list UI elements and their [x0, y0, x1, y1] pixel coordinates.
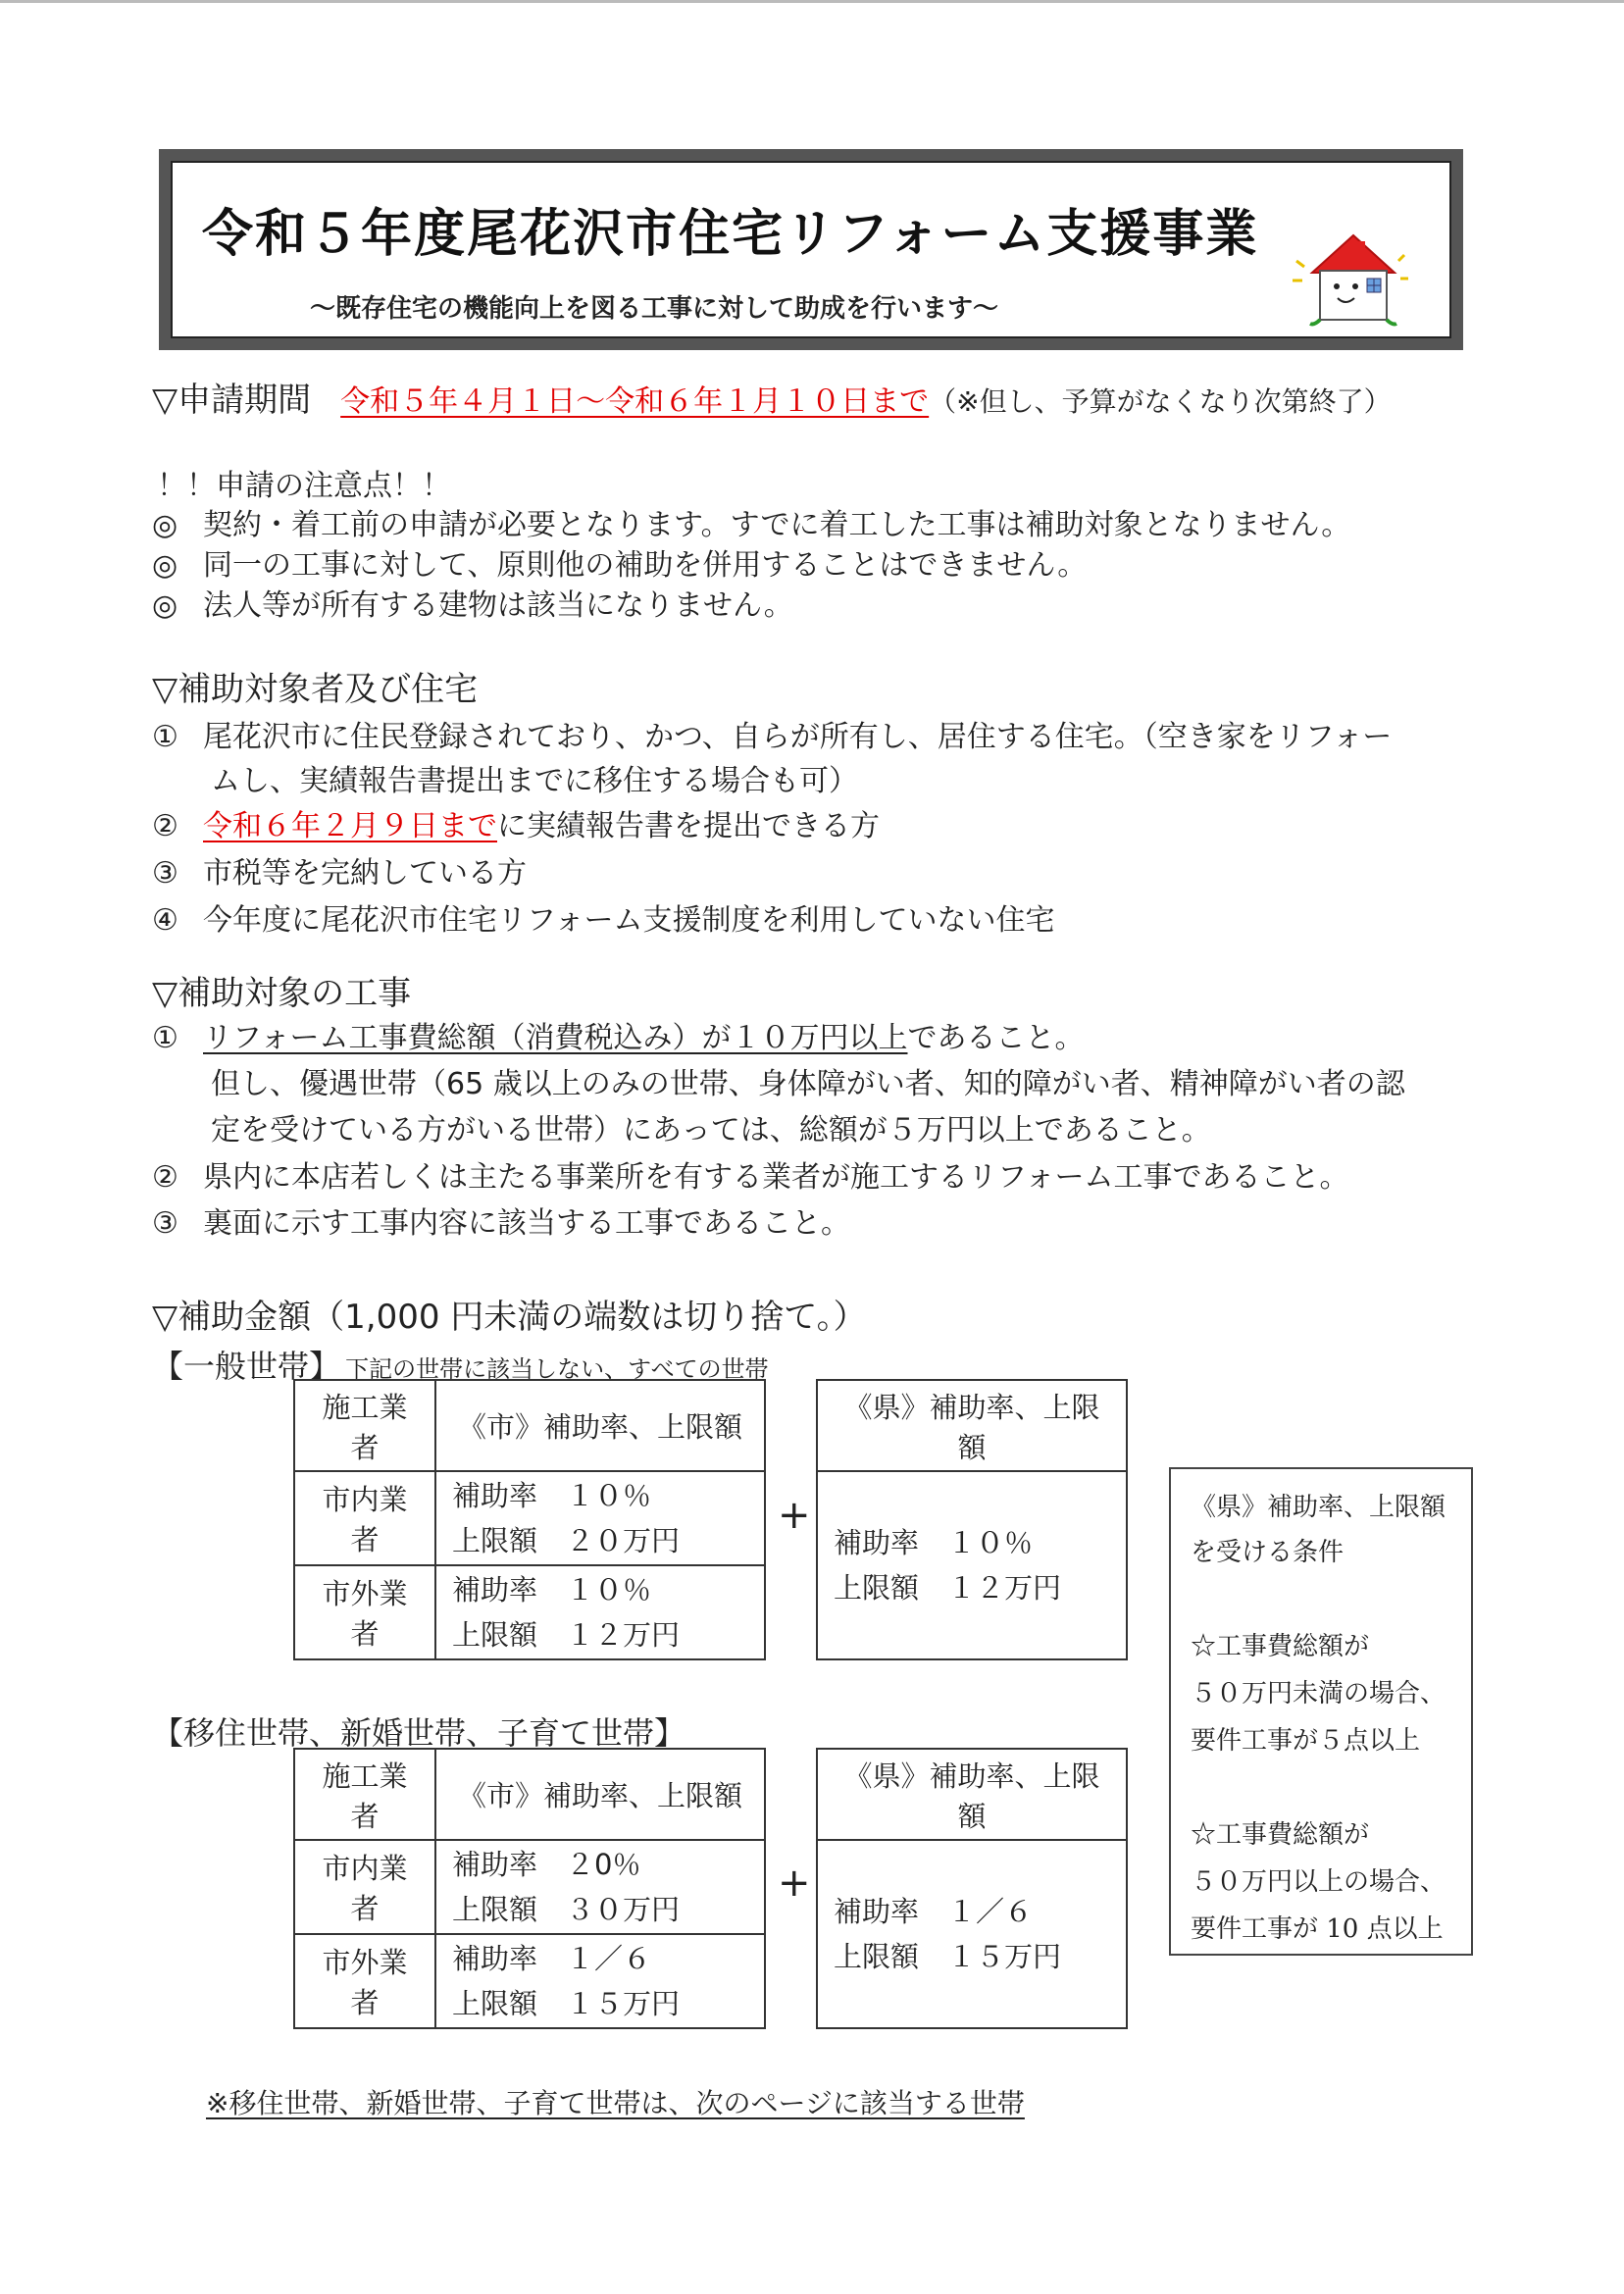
caution-item: ◎ 契約・着工前の申請が必要となります。すでに着工した工事は補助対象となりません。	[152, 508, 1351, 542]
col-contractor-header: 施工業者	[294, 1380, 435, 1471]
pref-conditions-box	[1169, 1467, 1473, 1956]
col-city-header: 《市》補助率、上限額	[435, 1749, 765, 1840]
period-section	[152, 373, 1392, 421]
deadline-date: 令和６年２月９日まで	[203, 809, 497, 843]
plus-sign: +	[778, 1861, 811, 1906]
caution-item: ◎ 法人等が所有する建物は該当になりません。	[152, 588, 793, 623]
conditions-line: ５０万円未満の場合、	[1191, 1679, 1446, 1708]
special-pref-table	[816, 1748, 1128, 2029]
conditions-line: 要件工事が５点以上	[1191, 1726, 1421, 1756]
double-circle-mark: ◎	[152, 508, 178, 542]
eligible-work-item-cont: 定を受けている方がいる世帯）にあっては、総額が５万円以上であること。	[211, 1113, 1211, 1147]
eligible-persons-heading: ▽補助対象者及び住宅	[152, 670, 479, 709]
col-pref-header: 《県》補助率、上限額	[817, 1380, 1127, 1471]
conditions-line: ５０万円以上の場合、	[1191, 1867, 1446, 1897]
city-rate-cell: 補助率 １／６ 上限額 １５万円	[435, 1934, 765, 2028]
contractor-cell: 市内業者	[294, 1840, 435, 1934]
eligible-person-item: ④ 今年度に尾花沢市住宅リフォーム支援制度を利用していない住宅	[152, 903, 1055, 938]
conditions-line: を受ける条件	[1191, 1538, 1345, 1567]
pref-rate-cell: 補助率 １／６ 上限額 １５万円	[817, 1840, 1127, 2028]
eligible-work-item: ① リフォーム工事費総額（消費税込み）が１０万円以上であること。	[152, 1021, 1085, 1055]
eligible-works-heading: ▽補助対象の工事	[152, 974, 412, 1013]
double-circle-mark: ◎	[152, 588, 178, 623]
page-top-edge	[0, 0, 1624, 3]
general-pref-table	[816, 1379, 1128, 1660]
conditions-line: ☆工事費総額が	[1191, 1632, 1370, 1661]
col-pref-header: 《県》補助率、上限額	[817, 1749, 1127, 1840]
conditions-line: ☆工事費総額が	[1191, 1820, 1370, 1850]
contractor-cell: 市外業者	[294, 1565, 435, 1659]
title-panel	[171, 161, 1451, 338]
title-frame	[159, 149, 1463, 350]
contractor-cell: 市外業者	[294, 1934, 435, 2028]
period-heading: ▽申請期間	[152, 381, 312, 420]
eligible-person-item: ③ 市税等を完納している方	[152, 856, 527, 891]
plus-sign: +	[778, 1493, 811, 1538]
house-mascot-icon	[1283, 222, 1410, 330]
general-city-table	[293, 1379, 766, 1660]
eligible-work-item-cont: 但し、優遇世帯（65 歳以上のみの世帯、身体障がい者、知的障がい者、精神障がい者の認	[211, 1067, 1405, 1101]
city-rate-cell: 補助率 １０％ 上限額 １２万円	[435, 1565, 765, 1659]
amount-heading: ▽補助金額（1,000 円未満の端数は切り捨て。）	[152, 1298, 867, 1337]
double-circle-mark: ◎	[152, 548, 178, 583]
pref-rate-cell: 補助率 １０％ 上限額 １２万円	[817, 1471, 1127, 1659]
eligible-person-item: ② 令和６年２月９日までに実績報告書を提出できる方	[152, 809, 880, 843]
caution-item: ◎ 同一の工事に対して、原則他の補助を併用することはできません。	[152, 548, 1088, 583]
conditions-line: 《県》補助率、上限額	[1191, 1493, 1446, 1522]
col-contractor-header: 施工業者	[294, 1749, 435, 1840]
eligible-person-item-cont: ムし、実績報告書提出までに移住する場合も可）	[211, 764, 858, 798]
special-city-table	[293, 1748, 766, 2029]
page-subtitle: ～既存住宅の機能向上を図る工事に対して助成を行います～	[310, 294, 999, 324]
cautions-heading: ！！申請の注意点！！	[157, 469, 451, 503]
special-household-label: 【移住世帯、新婚世帯、子育て世帯】	[152, 1714, 686, 1752]
eligible-person-item: ① 尾花沢市に住民登録されており、かつ、自らが所有し、居住する住宅。（空き家をリフォー	[152, 720, 1393, 754]
eligible-work-item: ③ 裏面に示す工事内容に該当する工事であること。	[152, 1206, 850, 1241]
eligible-work-item: ② 県内に本店若しくは主たる事業所を有する業者が施工するリフォーム工事であること。	[152, 1160, 1349, 1195]
city-rate-cell: 補助率 ２0％ 上限額 ３０万円	[435, 1840, 765, 1934]
period-dates: 令和５年４月１日～令和６年１月１０日まで	[340, 384, 930, 419]
general-household-desc: 下記の世帯に該当しない、すべての世帯	[345, 1355, 769, 1383]
city-rate-cell: 補助率 １０％ 上限額 ２０万円	[435, 1471, 765, 1565]
col-city-header: 《市》補助率、上限額	[435, 1380, 765, 1471]
contractor-cell: 市内業者	[294, 1471, 435, 1565]
general-household-label: 【一般世帯】	[152, 1348, 341, 1385]
period-note: （※但し、予算がなくなり次第終了）	[929, 385, 1392, 418]
footnote: ※移住世帯、新婚世帯、子育て世帯は、次のページに該当する世帯	[206, 2087, 1025, 2119]
page-title: 令和５年度尾花沢市住宅リフォーム支援事業	[202, 205, 1259, 264]
conditions-line: 要件工事が 10 点以上	[1191, 1914, 1444, 1944]
